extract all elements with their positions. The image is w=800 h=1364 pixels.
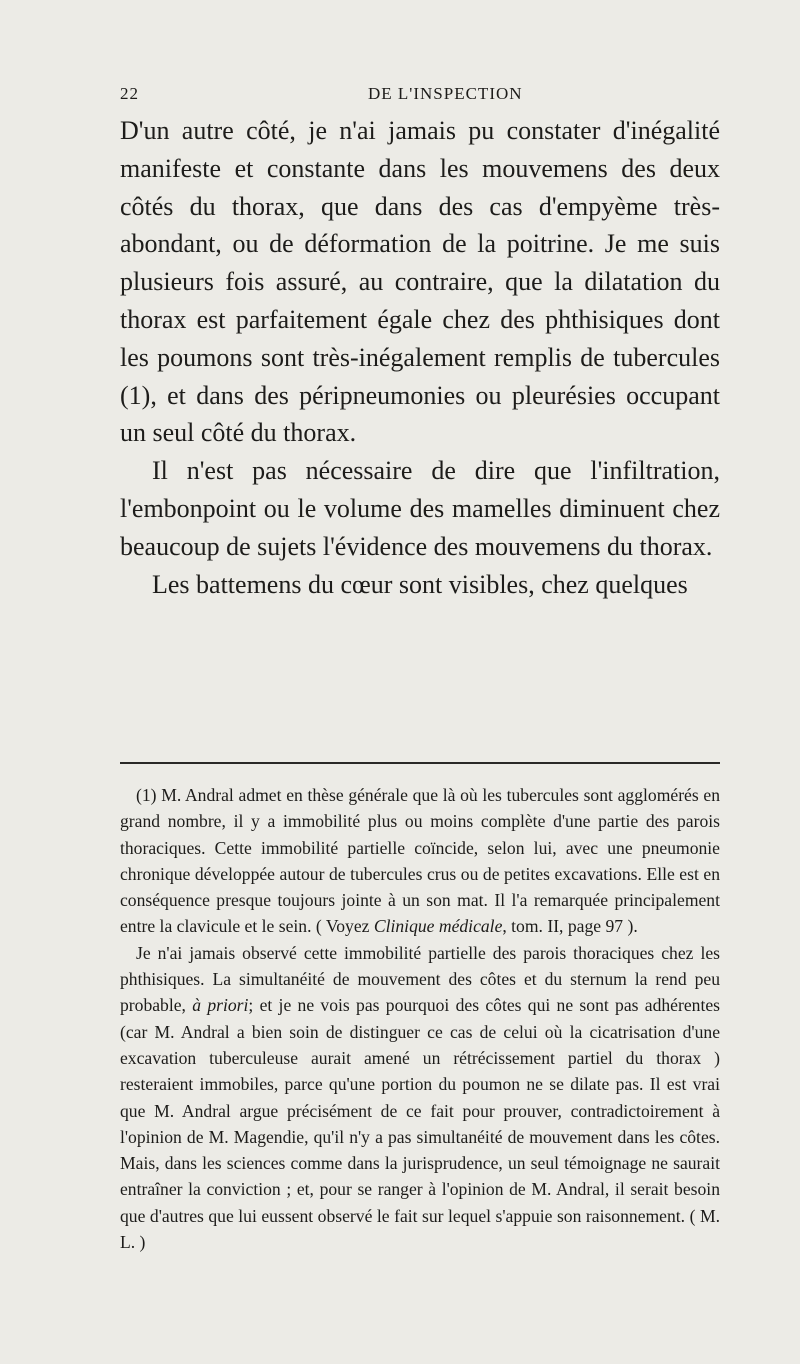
citation-title: Clinique médicale [373, 916, 503, 937]
page-number: 22 [120, 84, 139, 103]
paragraph-1: D'un autre côté, je n'ai jamais pu constater d'inégalité manifeste et constante dans les mouvemens des deux côtés du thorax, que dans des cas d'empyème très-abondant, ou de déformation de la poitrine. Je me suis plusieurs fois assuré, au contraire, que la dilatation du thorax est parfaitement égale chez des phthisiques dont les poumons sont très-inégalement remplis de tubercules (1), et dans des péripneumonies ou pleurésies occupant un seul côté du thorax. [120, 116, 720, 448]
footnote-text-2a: Je n'ai jamais observé cette immobilité partielle des parois thoraciques chez les phthisiques. La simultanéité de mouvement des côtes et du sternum la rend peu probable, [120, 942, 720, 1016]
footnote-paragraph-2 [120, 940, 720, 1256]
main-text [120, 112, 720, 603]
paragraph-2: Il n'est pas nécessaire de dire que l'infiltration, l'embonpoint ou le volume des mamelles diminuent chez beaucoup de sujets l'évidence des mouvemens du thorax. [120, 456, 720, 561]
page-header [120, 84, 720, 110]
a-priori-phrase: à priori [192, 995, 249, 1016]
footnote-text-1-end: , tom. II, page 97 ). [502, 916, 638, 937]
paragraph-3: Les battemens du cœur sont visibles, chez quelques [152, 569, 688, 599]
footnote-text-1: (1) M. Andral admet en thèse générale que là où les tubercules sont agglomérés en grand nombre, il y a immobilité plus ou moins complète d'une partie des parois thoraciques. Cette immobilité partielle coïncide, selon lui, avec une pneumonie chronique développée autour de tubercules crus ou de petites excavations. Elle est en conséquence presque toujours jointe à un son mat. Il l'a remarquée principalement entre la clavicule et le sein. ( Voyez [120, 785, 720, 937]
footnote-paragraph-1 [120, 782, 720, 940]
running-title: DE L'INSPECTION [368, 84, 523, 103]
footnote-separator [120, 762, 720, 764]
footnote-text-2b: ; et je ne vois pas pourquoi des côtes qui ne sont pas adhérentes (car M. Andral a bien soin de distinguer ce cas de celui où la cicatrisation d'une excavation tuberculeuse aurait amené un rétrécissement partiel du thorax ) resteraient immobiles, parce qu'une portion du poumon ne se dilate pas. Il est vrai que M. Andral argue précisément de ce fait pour prouver, contradictoirement à l'opinion de M. Magendie, qu'il n'y a pas simultanéité de mouvement dans les côtes. Mais, dans les sciences comme dans la jurisprudence, un seul témoignage ne saurait entraîner la conviction ; et, pour se ranger à l'opinion de M. Andral, il serait besoin que d'autres que lui eussent observé le fait sur lequel s'appuie son raisonnement. ( M. L. ) [120, 995, 720, 1253]
footnote [120, 782, 720, 1255]
